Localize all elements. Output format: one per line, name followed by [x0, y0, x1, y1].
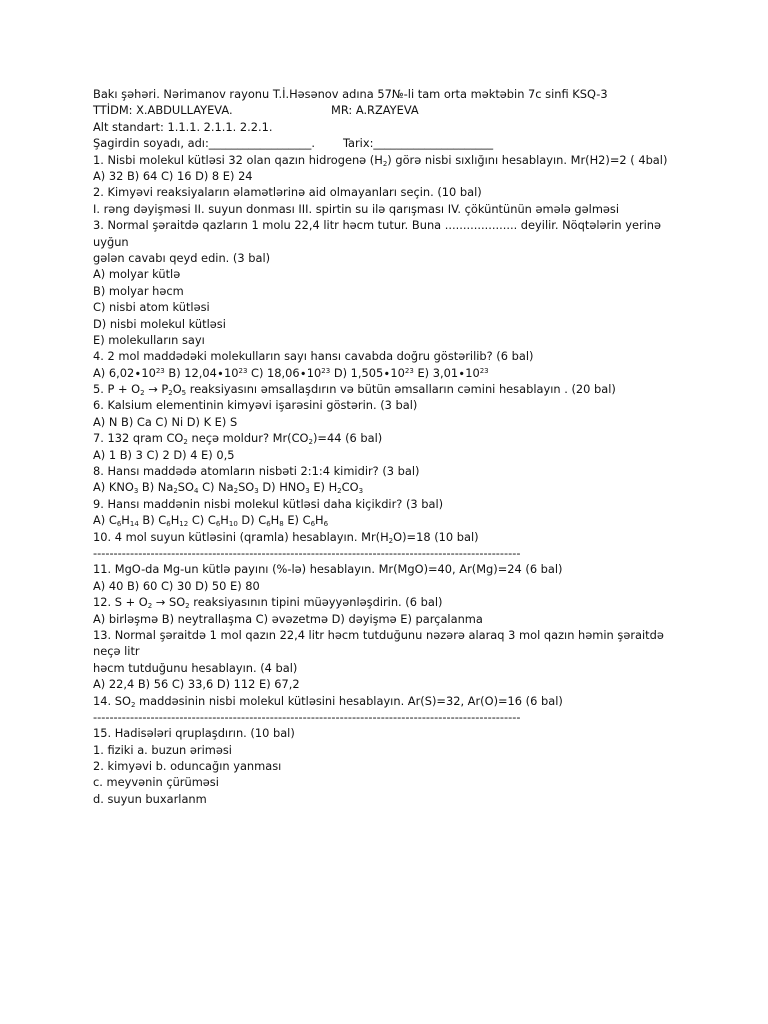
question-2: 2. Kimyəvi reaksiyaların əlamətlərinə aid olmayanları seçin. (10 bal)	[93, 185, 482, 200]
teacher-row	[93, 102, 693, 118]
document-title: Bakı şəhəri. Nərimanov rayonu T.İ.Həsənov adına 57№-li tam orta məktəbin 7c sinfi KSQ-3	[93, 87, 608, 101]
question-15-item: 2. kimyəvi b. oduncağın yanması	[93, 759, 282, 774]
question-11: 11. MgO-da Mg-un kütlə payını (%-lə) hesablayın. Mr(MgO)=40, Ar(Mg)=24 (6 bal)	[93, 562, 563, 577]
student-row	[93, 135, 693, 151]
question-9: 9. Hansı maddənin nisbi molekul kütləsi daha kiçikdir? (3 bal)	[93, 496, 444, 511]
question-1: 1. Nisbi molekul kütləsi 32 olan qazın hidrogenə $(H_2)$ görə nisbi sıxlığını hesablayın. Mr(H2)=2 ( 4bal)	[93, 152, 668, 168]
question-15-item: c. meyvənin çürüməsi	[93, 775, 219, 790]
divider: --------------------------------------------------------------------------------------------------------	[93, 709, 521, 724]
question-10: 10. 4 mol suyun kütləsini (qramla) hesablayın. $Mr(H_2O)=18$ (10 bal)	[93, 529, 479, 545]
question-3-continued: gələn cavabı qeyd edin. (3 bal)	[93, 250, 271, 265]
question-3-option: E) molekulların sayı	[93, 332, 205, 347]
question-11-options: A) 40 B) 60 C) 30 D) 50 E) 80	[93, 578, 260, 593]
question-4: 4. 2 mol maddədəki molekulların sayı hansı cavabda doğru göstərilib? (6 bal)	[93, 349, 534, 364]
question-2-options: I. rəng dəyişməsi II. suyun donması III. spirtin su ilə qarışması IV. çöküntünün əmələ gəlməsi	[93, 201, 620, 216]
question-3-option: C) nisbi atom kütləsi	[93, 300, 210, 315]
question-8-options: A) $KNO_3$ B) $Na_2SO_4$ C) $Na_2SO_3$ D) $HNO_3$ E) $H_2CO_3$	[93, 480, 364, 496]
question-15: 15. Hadisələri qruplaşdırın. (10 bal)	[93, 726, 295, 741]
question-1-options: A) 32 B) 64 C) 16 D) 8 E) 24	[93, 168, 253, 183]
mr-label: MR: A.RZAYEVA	[331, 103, 419, 118]
question-3-option: B) molyar həcm	[93, 283, 184, 298]
question-5: 5. $P + O_2 \to P_2O_5$ reaksiyasını əmsallaşdırın və bütün əmsalların cəmini hesablayın . (20 bal)	[93, 382, 616, 398]
question-4-options: A) $6,02\cdot 10^{23}$ B) $12,04\cdot 10^{23}$ C) $18,06\cdot 10^{23}$ D) $1,505\cdot 10^{23}$ E) $3,01\cdot 10^{23}$	[93, 365, 489, 380]
question-13-continued: həcm tutduğunu hesablayın. (4 bal)	[93, 660, 298, 675]
question-7-options: A) 1 B) 3 C) 2 D) 4 E) 0,5	[93, 447, 235, 462]
question-13-options: A) 22,4 B) 56 C) 33,6 D) 112 E) 67,2	[93, 677, 300, 692]
question-14: 14. $SO_2$ maddəsinin nisbi molekul kütləsini hesablayın. Ar(S)=32, Ar(O)=16 (6 bal)	[93, 693, 563, 709]
date-field: Tarix:_____________________	[342, 136, 494, 151]
question-15-item: 1. fiziki a. buzun əriməsi	[93, 742, 232, 757]
student-name-field: Şagirdin soyadı, adı:__________________.	[93, 136, 315, 151]
question-6-options: A) N B) Ca C) Ni D) K E) S	[93, 414, 238, 429]
question-8: 8. Hansı maddədə atomların nisbəti 2:1:4 kimidir? (3 bal)	[93, 464, 420, 479]
ttidm-label: TTİDM: X.ABDULLAYEVA.	[93, 103, 233, 118]
question-13: 13. Normal şəraitdə 1 mol qazın 22,4 litr həcm tutduğunu nəzərə alaraq 3 mol qazın həmin şəraitdə neçə litr	[93, 627, 664, 659]
question-15-item: d. suyun buxarlanm	[93, 791, 207, 806]
question-3: 3. Normal şəraitdə qazların 1 molu 22,4 litr həcm tutur. Buna .................... deyilir. Nöqtələrin yerinə uyğun	[93, 218, 662, 249]
question-9-options: A) $C_6H_{14}$ B) $C_6H_{12}$ C) $C_6H_{10}$ D) $C_6H_8$ E) $C_6H_6$	[93, 513, 329, 529]
question-12: 12. $S + O_2 \to SO_2$ reaksiyasının tipini müəyyənləşdirin. (6 bal)	[93, 595, 443, 611]
divider: --------------------------------------------------------------------------------------------------------	[93, 545, 521, 560]
question-6: 6. Kalsium elementinin kimyəvi işarəsini göstərin. (3 bal)	[93, 398, 418, 413]
question-12-options: A) birləşmə B) neytrallaşma C) əvəzetmə D) dəyişmə E) parçalanma	[93, 611, 483, 626]
worksheet	[93, 86, 693, 807]
question-3-option: D) nisbi molekul kütləsi	[93, 316, 226, 331]
question-7: 7. 132 qram $CO_2$ neçə moldur? $Mr(CO_2)=44$ (6 bal)	[93, 431, 383, 447]
question-3-option: A) molyar kütlə	[93, 267, 181, 282]
standard-line: Alt standart: 1.1.1. 2.1.1. 2.2.1.	[93, 119, 273, 134]
